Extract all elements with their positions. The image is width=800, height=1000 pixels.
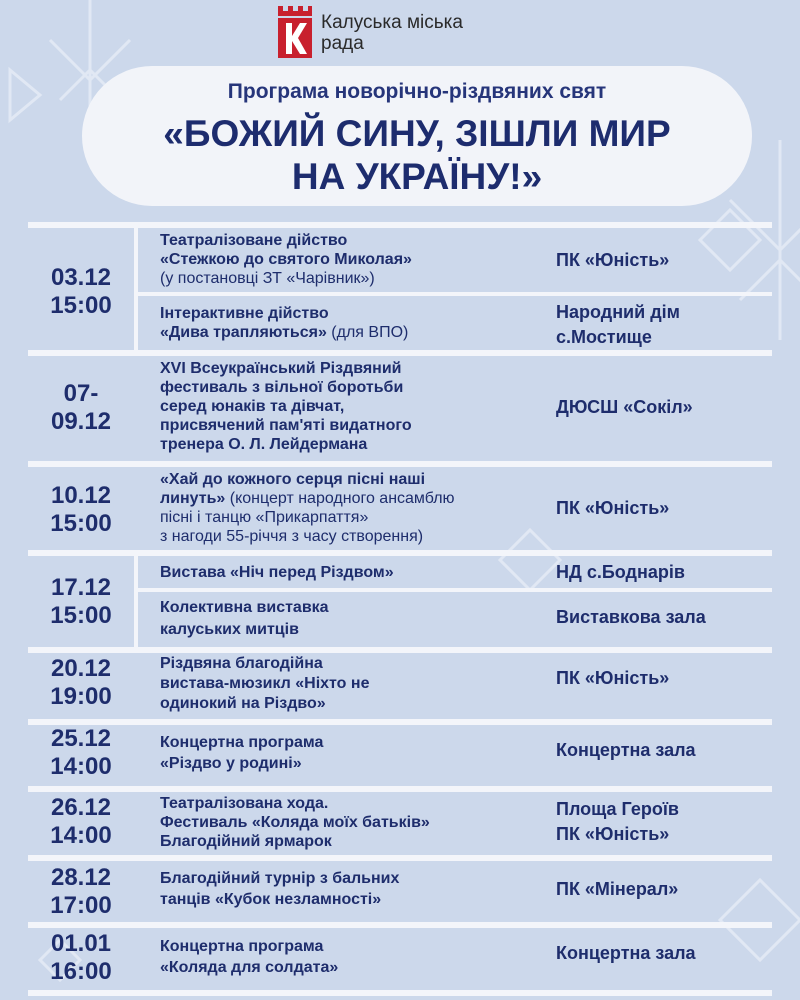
event-line: Колективна виставка (160, 599, 329, 616)
event-line: тренера О. Л. Лейдермана (160, 436, 368, 453)
date-time: 14:00 (50, 822, 112, 849)
date-time: 14:00 (50, 753, 112, 780)
date-time: 15:00 (50, 602, 112, 629)
venue-line: Народний дім (556, 302, 680, 322)
row-divider (28, 222, 772, 228)
row-divider (28, 990, 772, 996)
date-day: 28.12 (50, 864, 112, 891)
event-line: «Коляда для солдата» (160, 959, 339, 976)
event-line: калуських митців (160, 621, 299, 638)
title-banner (82, 66, 752, 206)
city-name-line2: рада (321, 33, 364, 54)
event-line: Благодійний ярмарок (160, 833, 332, 850)
event-schedule (28, 222, 772, 996)
sub-row-divider (138, 588, 772, 592)
event-line: «Стежкою до святого Миколая» (160, 251, 412, 268)
event-description (160, 794, 550, 851)
date-time: 17:00 (50, 892, 112, 919)
date-day: 07- (63, 380, 99, 407)
event-line: линуть» (160, 490, 226, 507)
event-line: «Хай до кожного серця пісні наші (160, 471, 426, 488)
event-venue: ПК «Юність» (556, 668, 670, 688)
event-date (28, 655, 134, 711)
event-venue: ПК «Юність» (556, 250, 670, 270)
row-divider (28, 786, 772, 792)
date-day: 17.12 (50, 574, 112, 601)
event-venue: ПК «Мінерал» (556, 879, 679, 899)
event-description (160, 359, 550, 454)
header (0, 0, 800, 60)
row-divider (28, 550, 772, 556)
event-line: Фестиваль «Коляда моїх батьків» (160, 814, 430, 831)
date-day: 25.12 (50, 725, 112, 752)
event-venue (556, 797, 776, 847)
event-line: вистава-мюзикл «Ніхто не (160, 675, 370, 692)
event-line: Благодійний турнір з бальних (160, 870, 400, 887)
event-venue: ДЮСШ «Сокіл» (556, 397, 693, 417)
event-line: Концертна програма (160, 734, 324, 751)
event-line: присвячений пам'яті видатного (160, 417, 412, 434)
event-line: Різдвяна благодійна (160, 655, 323, 672)
program-subtitle: Програма новорічно-різдвяних свят (227, 80, 607, 103)
event-date (28, 864, 134, 920)
venue-line: Площа Героїв (556, 799, 679, 819)
event-description (160, 936, 550, 978)
row-divider (28, 647, 772, 653)
event-line: танців «Кубок незламності» (160, 891, 382, 908)
event-note: (у постановці ЗТ «Чарівник») (160, 270, 375, 287)
date-time: 15:00 (50, 292, 112, 319)
event-note: (концерт народного ансамблю (225, 490, 455, 507)
row-divider (28, 719, 772, 725)
event-description (160, 563, 550, 582)
row-divider (28, 350, 772, 356)
date-day: 09.12 (50, 408, 112, 435)
city-council-name (321, 12, 463, 54)
event-line: Інтерактивне дійство (160, 305, 329, 322)
sub-row-divider (138, 292, 772, 296)
event-date (28, 380, 134, 436)
event-note: з нагоди 55-річчя з часу створення) (160, 528, 424, 545)
row-divider (28, 855, 772, 861)
event-line: XVI Всеукраїнський Різдвяний (160, 360, 402, 377)
city-name-line1: Калуська міська (321, 12, 463, 33)
event-date (28, 930, 134, 986)
main-title-line1: «БОЖИЙ СИНУ, ЗІШЛИ МИР (163, 113, 671, 154)
event-description (160, 868, 550, 910)
event-line: Театралізоване дійство (160, 232, 348, 249)
event-note: пісні і танцю «Прикарпаття» (160, 509, 369, 526)
event-venue: Концертна зала (556, 740, 696, 760)
event-venue: НД с.Боднарів (556, 562, 685, 582)
event-date (28, 794, 134, 850)
event-description (160, 732, 550, 774)
event-venue (556, 300, 776, 350)
column-divider (134, 550, 138, 650)
date-day: 01.01 (50, 930, 112, 957)
event-line: серед юнаків та дівчат, (160, 398, 345, 415)
column-divider (134, 222, 138, 354)
event-line: Концертна програма (160, 938, 324, 955)
event-date (28, 574, 134, 630)
event-line: Театралізована хода. (160, 795, 329, 812)
event-line: «Дива трапляються» (160, 324, 327, 341)
date-day: 10.12 (50, 482, 112, 509)
event-venue: ПК «Юність» (556, 498, 670, 518)
row-divider (28, 461, 772, 467)
event-date (28, 264, 134, 320)
event-description (160, 654, 550, 714)
event-description (160, 304, 550, 342)
event-line: Вистава «Ніч перед Різдвом» (160, 564, 394, 581)
event-date (28, 482, 134, 538)
event-description (160, 470, 550, 546)
event-line: одинокий на Різдво» (160, 695, 326, 712)
event-date (28, 725, 134, 781)
date-time: 19:00 (50, 683, 112, 710)
main-title-line2: НА УКРАЇНУ!» (291, 156, 543, 197)
event-line: «Різдво у родині» (160, 755, 302, 772)
program-main-title (82, 112, 752, 198)
event-venue: Концертна зала (556, 943, 696, 963)
date-time: 16:00 (50, 958, 112, 985)
date-time: 15:00 (50, 510, 112, 537)
event-venue: Виставкова зала (556, 607, 706, 627)
date-day: 26.12 (50, 794, 112, 821)
row-divider (28, 922, 772, 928)
date-day: 20.12 (50, 655, 112, 682)
event-description (160, 597, 550, 641)
event-line: фестиваль з вільної боротьби (160, 379, 404, 396)
venue-line: ПК «Юність» (556, 824, 670, 844)
event-note: (для ВПО) (326, 324, 409, 341)
venue-line: с.Мостище (556, 327, 652, 347)
city-emblem-icon (276, 4, 312, 58)
event-description (160, 231, 550, 288)
date-day: 03.12 (50, 264, 112, 291)
